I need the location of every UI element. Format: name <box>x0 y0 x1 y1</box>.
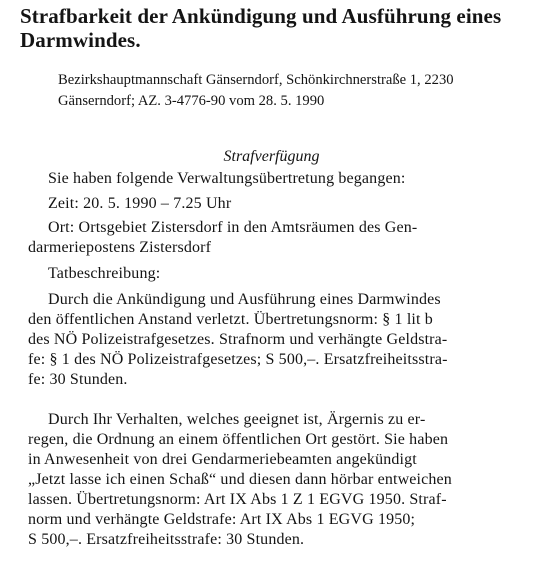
paragraph-line: norm und verhängte Geldstrafe: Art IX Abs 1 EGVG 1950; <box>28 511 416 528</box>
paragraph-line: S 500,–. Ersatzfreiheitsstrafe: 30 Stunden. <box>28 531 305 548</box>
paragraph-line: regen, die Ordnung an einem öffentlichen Ort gestört. Sie haben <box>28 431 449 448</box>
description-label: Tatbeschreibung: <box>48 265 161 282</box>
offense-time: Zeit: 20. 5. 1990 – 7.25 Uhr <box>48 195 232 212</box>
paragraph-line: lassen. Übertretungsnorm: Art IX Abs 1 Z 1 EGVG 1950. Straf- <box>28 491 447 508</box>
offense-place <box>28 218 528 258</box>
intro-text: Sie haben folgende Verwaltungsübertretung begangen: <box>48 170 406 187</box>
paragraph-line: fe: § 1 des NÖ Polizeistrafgesetzes; S 500,–. Ersatzfreiheitsstra- <box>28 351 448 368</box>
paragraph-line: Durch Ihr Verhalten, welches geeignet ist, Ärgernis zu er- <box>48 411 426 428</box>
source-citation <box>58 70 528 112</box>
paragraph-line: Durch die Ankündigung und Ausführung eines Darmwindes <box>48 291 441 308</box>
paragraph-2 <box>28 410 528 550</box>
paragraph-line: fe: 30 Stunden. <box>28 371 128 388</box>
paragraph-line: „Jetzt lasse ich einen Schaß“ und diesen dann hörbar entweichen <box>28 471 452 488</box>
paragraph-line: des NÖ Polizeistrafgesetzes. Strafnorm und verhängte Geldstra- <box>28 331 448 348</box>
source-citation-line: Bezirkshauptmannschaft Gänserndorf, Schönkirchnerstraße 1, 2230 <box>58 72 454 88</box>
paragraph-1 <box>28 290 528 390</box>
paragraph-line: den öffentlichen Anstand verletzt. Übertretungsnorm: § 1 lit b <box>28 311 433 328</box>
source-citation-line: Gänserndorf; AZ. 3-4776-90 vom 28. 5. 1990 <box>58 93 325 109</box>
article-title-line: Darmwindes. <box>20 28 141 52</box>
section-heading: Strafverfügung <box>223 148 320 165</box>
article-title-line: Strafbarkeit der Ankündigung und Ausführung eines <box>20 4 502 28</box>
offense-place-line: Ort: Ortsgebiet Zistersdorf in den Amtsräumen des Gen- <box>48 219 418 236</box>
article-title <box>20 4 525 52</box>
paragraph-line: in Anwesenheit von drei Gendarmeriebeamten angekündigt <box>28 451 417 468</box>
offense-place-line: darmeriepostens Zistersdorf <box>28 239 212 256</box>
